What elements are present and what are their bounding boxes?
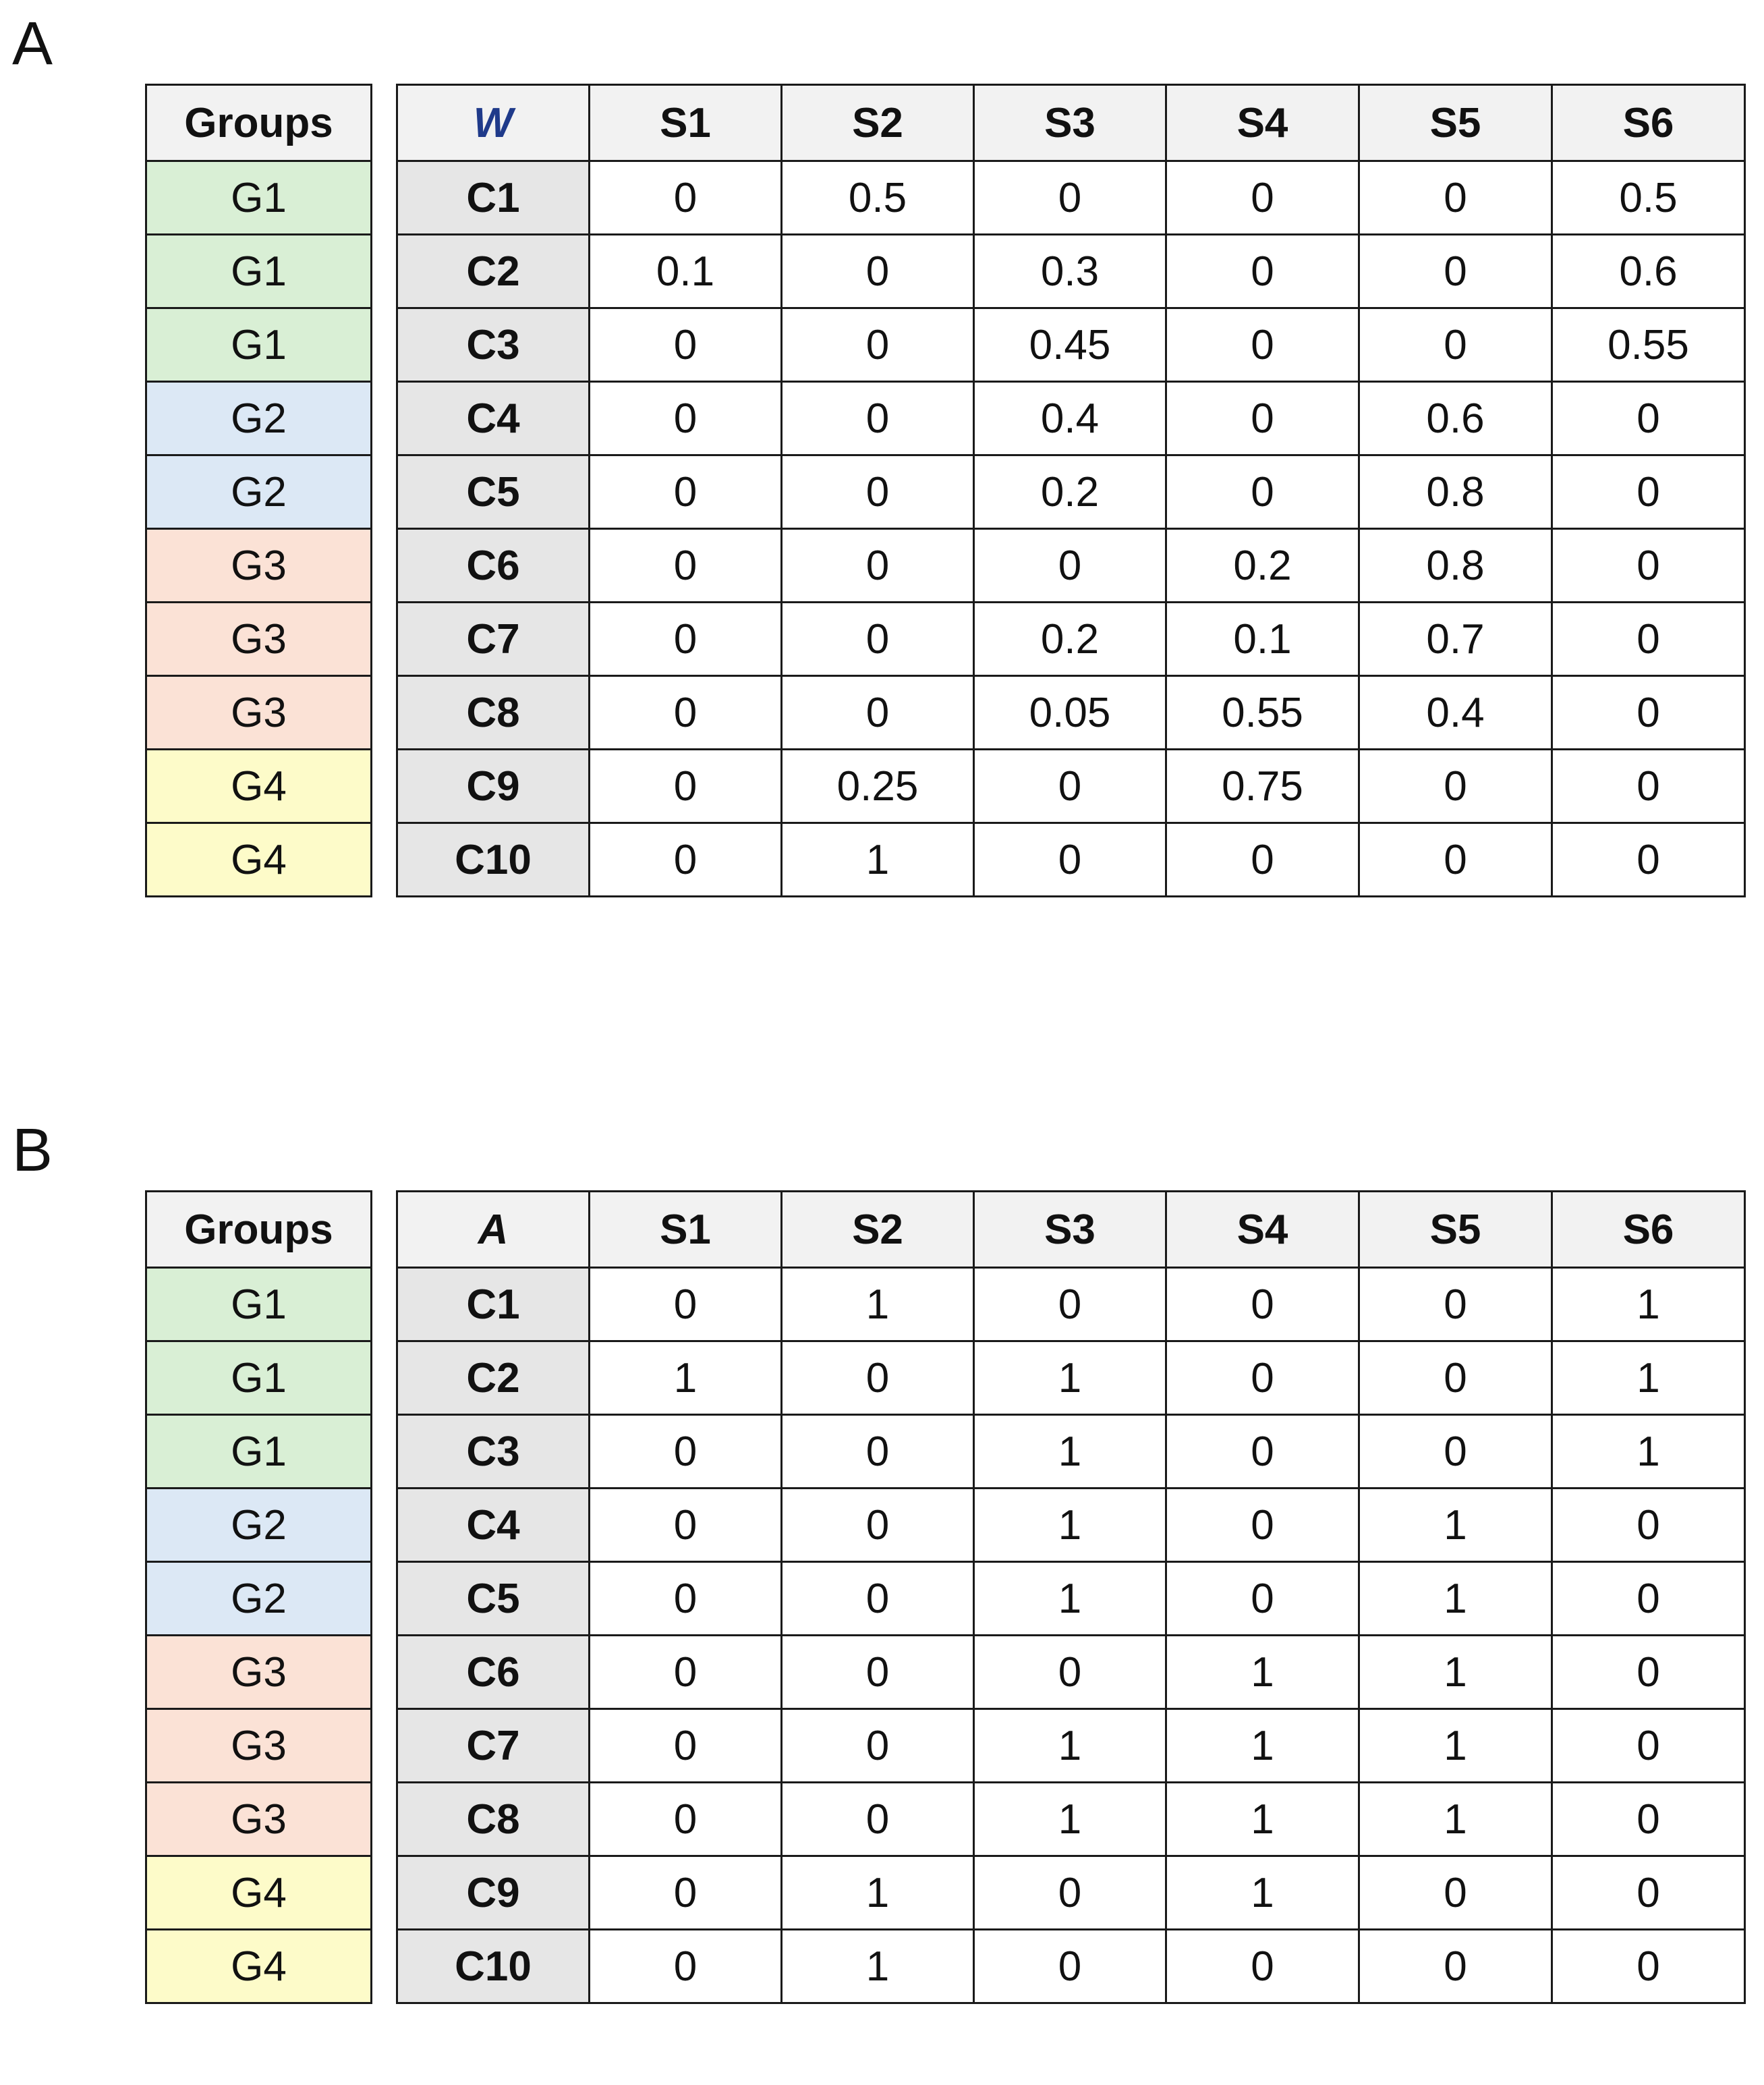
matrix-cell: 0 bbox=[974, 161, 1166, 235]
matrix-row bbox=[397, 308, 1745, 382]
matrix-row bbox=[397, 1341, 1745, 1415]
groups-body bbox=[146, 161, 372, 897]
group-cell: G2 bbox=[146, 455, 372, 529]
matrix-cell: 0.55 bbox=[1166, 676, 1359, 750]
matrix-cell: 0.2 bbox=[974, 455, 1166, 529]
matrix-cell: 1 bbox=[1359, 1562, 1552, 1636]
matrix-body bbox=[397, 161, 1745, 897]
matrix-row bbox=[397, 823, 1745, 897]
row-label: C1 bbox=[397, 1268, 590, 1341]
group-row bbox=[146, 1856, 372, 1930]
row-label: C10 bbox=[397, 1930, 590, 2003]
matrix-cell: 0 bbox=[1359, 823, 1552, 897]
group-cell: G1 bbox=[146, 1415, 372, 1489]
groups-body bbox=[146, 1268, 372, 2003]
matrix-cell: 0 bbox=[590, 750, 782, 823]
matrix-cell: 0.4 bbox=[974, 382, 1166, 455]
group-row bbox=[146, 235, 372, 308]
column-header: S2 bbox=[782, 1192, 974, 1268]
group-row bbox=[146, 676, 372, 750]
matrix-cell: 0 bbox=[1552, 823, 1745, 897]
matrix-cell: 0 bbox=[1166, 308, 1359, 382]
matrix-cell: 0 bbox=[782, 603, 974, 676]
matrix-cell: 1 bbox=[590, 1341, 782, 1415]
matrix-cell: 1 bbox=[1359, 1636, 1552, 1709]
column-header: S4 bbox=[1166, 1192, 1359, 1268]
matrix-row bbox=[397, 750, 1745, 823]
matrix-cell: 0 bbox=[1359, 750, 1552, 823]
group-cell: G3 bbox=[146, 1709, 372, 1783]
matrix-cell: 0 bbox=[1552, 1489, 1745, 1562]
adjacency-matrix-table bbox=[396, 1190, 1746, 2004]
row-label: C1 bbox=[397, 161, 590, 235]
row-label: C2 bbox=[397, 235, 590, 308]
group-cell: G1 bbox=[146, 235, 372, 308]
group-row bbox=[146, 1636, 372, 1709]
matrix-cell: 0 bbox=[1359, 308, 1552, 382]
group-row bbox=[146, 1489, 372, 1562]
matrix-cell: 0.8 bbox=[1359, 455, 1552, 529]
matrix-cell: 0 bbox=[782, 235, 974, 308]
matrix-cell: 1 bbox=[1552, 1415, 1745, 1489]
group-row bbox=[146, 750, 372, 823]
matrix-row bbox=[397, 455, 1745, 529]
matrix-cell: 0 bbox=[1552, 529, 1745, 603]
matrix-cell: 0.2 bbox=[974, 603, 1166, 676]
matrix-cell: 0.45 bbox=[974, 308, 1166, 382]
matrix-cell: 0 bbox=[1166, 823, 1359, 897]
group-cell: G1 bbox=[146, 161, 372, 235]
groups-table bbox=[145, 1190, 372, 2004]
matrix-cell: 0 bbox=[974, 1930, 1166, 2003]
groups-header: Groups bbox=[146, 85, 372, 161]
column-header: S2 bbox=[782, 85, 974, 161]
group-row bbox=[146, 382, 372, 455]
matrix-cell: 0.5 bbox=[1552, 161, 1745, 235]
matrix-cell: 0 bbox=[1359, 1341, 1552, 1415]
matrix-cell: 0.2 bbox=[1166, 529, 1359, 603]
matrix-cell: 0 bbox=[1359, 235, 1552, 308]
matrix-cell: 1 bbox=[974, 1489, 1166, 1562]
matrix-cell: 0 bbox=[1552, 455, 1745, 529]
matrix-row bbox=[397, 1783, 1745, 1856]
matrix-cell: 0 bbox=[590, 1930, 782, 2003]
matrix-cell: 0 bbox=[590, 529, 782, 603]
matrix-cell: 0.55 bbox=[1552, 308, 1745, 382]
panel-b bbox=[0, 1107, 1764, 2085]
row-label: C2 bbox=[397, 1341, 590, 1415]
matrix-cell: 1 bbox=[1359, 1489, 1552, 1562]
matrix-cell: 0 bbox=[590, 382, 782, 455]
matrix-cell: 0 bbox=[782, 1636, 974, 1709]
matrix-cell: 0 bbox=[590, 1709, 782, 1783]
matrix-cell: 0 bbox=[590, 161, 782, 235]
matrix-cell: 0.6 bbox=[1359, 382, 1552, 455]
row-label: C9 bbox=[397, 750, 590, 823]
group-row bbox=[146, 1562, 372, 1636]
group-row bbox=[146, 1268, 372, 1341]
matrix-cell: 1 bbox=[1166, 1783, 1359, 1856]
matrix-cell: 0 bbox=[782, 382, 974, 455]
matrix-cell: 0 bbox=[782, 1341, 974, 1415]
matrix-cell: 0 bbox=[590, 455, 782, 529]
matrix-cell: 0 bbox=[782, 1562, 974, 1636]
matrix-cell: 1 bbox=[974, 1709, 1166, 1783]
panel-a bbox=[0, 0, 1764, 978]
matrix-cell: 0 bbox=[974, 823, 1166, 897]
matrix-body bbox=[397, 1268, 1745, 2003]
matrix-cell: 0 bbox=[1552, 1783, 1745, 1856]
matrix-row bbox=[397, 603, 1745, 676]
matrix-row bbox=[397, 1930, 1745, 2003]
matrix-cell: 0 bbox=[1552, 676, 1745, 750]
group-row bbox=[146, 1709, 372, 1783]
matrix-cell: 0 bbox=[974, 1856, 1166, 1930]
column-header: S6 bbox=[1552, 1192, 1745, 1268]
matrix-cell: 0 bbox=[1552, 603, 1745, 676]
group-cell: G1 bbox=[146, 1268, 372, 1341]
matrix-cell: 1 bbox=[1166, 1856, 1359, 1930]
matrix-cell: 0 bbox=[782, 1709, 974, 1783]
matrix-cell: 1 bbox=[974, 1415, 1166, 1489]
matrix-row bbox=[397, 1636, 1745, 1709]
matrix-cell: 0 bbox=[1359, 161, 1552, 235]
column-header: S6 bbox=[1552, 85, 1745, 161]
matrix-cell: 1 bbox=[782, 1268, 974, 1341]
matrix-cell: 0 bbox=[1552, 750, 1745, 823]
matrix-cell: 0 bbox=[1552, 1856, 1745, 1930]
group-cell: G3 bbox=[146, 1636, 372, 1709]
matrix-cell: 0 bbox=[1552, 1930, 1745, 2003]
column-header: S5 bbox=[1359, 85, 1552, 161]
matrix-cell: 0 bbox=[782, 455, 974, 529]
matrix-cell: 0 bbox=[1552, 1709, 1745, 1783]
row-label: C6 bbox=[397, 529, 590, 603]
matrix-row bbox=[397, 1709, 1745, 1783]
row-label: C4 bbox=[397, 382, 590, 455]
matrix-cell: 0 bbox=[1166, 1415, 1359, 1489]
matrix-cell: 0 bbox=[590, 823, 782, 897]
matrix-row bbox=[397, 1268, 1745, 1341]
matrix-cell: 1 bbox=[1359, 1709, 1552, 1783]
matrix-cell: 0 bbox=[590, 1268, 782, 1341]
matrix-cell: 0 bbox=[590, 1636, 782, 1709]
matrix-symbol: A bbox=[397, 1192, 590, 1268]
matrix-cell: 0 bbox=[782, 1489, 974, 1562]
matrix-row bbox=[397, 1856, 1745, 1930]
matrix-cell: 0.6 bbox=[1552, 235, 1745, 308]
matrix-cell: 0 bbox=[1166, 161, 1359, 235]
group-row bbox=[146, 1341, 372, 1415]
matrix-cell: 0 bbox=[1552, 1636, 1745, 1709]
matrix-cell: 0.3 bbox=[974, 235, 1166, 308]
matrix-cell: 0 bbox=[590, 1415, 782, 1489]
column-header: S5 bbox=[1359, 1192, 1552, 1268]
matrix-cell: 0 bbox=[782, 308, 974, 382]
matrix-cell: 0 bbox=[1166, 455, 1359, 529]
group-cell: G3 bbox=[146, 1783, 372, 1856]
group-row bbox=[146, 823, 372, 897]
matrix-header-row bbox=[397, 1192, 1745, 1268]
matrix-cell: 0 bbox=[1359, 1856, 1552, 1930]
groups-table bbox=[145, 84, 372, 897]
matrix-cell: 0 bbox=[1359, 1268, 1552, 1341]
row-label: C5 bbox=[397, 1562, 590, 1636]
matrix-row bbox=[397, 529, 1745, 603]
matrix-cell: 0 bbox=[590, 1489, 782, 1562]
group-cell: G4 bbox=[146, 823, 372, 897]
matrix-cell: 0.25 bbox=[782, 750, 974, 823]
matrix-row bbox=[397, 235, 1745, 308]
group-cell: G1 bbox=[146, 308, 372, 382]
matrix-cell: 0 bbox=[590, 676, 782, 750]
column-header: S3 bbox=[974, 1192, 1166, 1268]
matrix-cell: 0 bbox=[1166, 382, 1359, 455]
matrix-cell: 0 bbox=[1166, 235, 1359, 308]
group-cell: G3 bbox=[146, 676, 372, 750]
matrix-cell: 0.75 bbox=[1166, 750, 1359, 823]
matrix-row bbox=[397, 1415, 1745, 1489]
matrix-cell: 0 bbox=[1166, 1562, 1359, 1636]
matrix-cell: 0.4 bbox=[1359, 676, 1552, 750]
matrix-cell: 0 bbox=[782, 1415, 974, 1489]
matrix-cell: 0.1 bbox=[590, 235, 782, 308]
matrix-cell: 0 bbox=[782, 529, 974, 603]
matrix-cell: 0 bbox=[782, 676, 974, 750]
row-label: C6 bbox=[397, 1636, 590, 1709]
matrix-row bbox=[397, 382, 1745, 455]
matrix-cell: 0 bbox=[590, 1783, 782, 1856]
row-label: C5 bbox=[397, 455, 590, 529]
matrix-cell: 1 bbox=[782, 823, 974, 897]
matrix-cell: 0.1 bbox=[1166, 603, 1359, 676]
matrix-cell: 0 bbox=[1552, 382, 1745, 455]
matrix-header-row bbox=[397, 85, 1745, 161]
panel-label: A bbox=[12, 10, 53, 78]
matrix-cell: 0.7 bbox=[1359, 603, 1552, 676]
matrix-row bbox=[397, 161, 1745, 235]
group-cell: G3 bbox=[146, 529, 372, 603]
matrix-cell: 0.8 bbox=[1359, 529, 1552, 603]
group-cell: G2 bbox=[146, 382, 372, 455]
matrix-cell: 0 bbox=[782, 1783, 974, 1856]
group-cell: G4 bbox=[146, 750, 372, 823]
group-row bbox=[146, 161, 372, 235]
matrix-cell: 0 bbox=[1166, 1341, 1359, 1415]
matrix-cell: 0 bbox=[974, 1636, 1166, 1709]
matrix-cell: 0 bbox=[1359, 1415, 1552, 1489]
matrix-cell: 0 bbox=[1359, 1930, 1552, 2003]
matrix-cell: 1 bbox=[1552, 1268, 1745, 1341]
matrix-cell: 0.5 bbox=[782, 161, 974, 235]
group-cell: G4 bbox=[146, 1856, 372, 1930]
row-label: C7 bbox=[397, 603, 590, 676]
matrix-cell: 0 bbox=[590, 603, 782, 676]
row-label: C10 bbox=[397, 823, 590, 897]
row-label: C4 bbox=[397, 1489, 590, 1562]
column-header: S1 bbox=[590, 1192, 782, 1268]
group-row bbox=[146, 1415, 372, 1489]
row-label: C3 bbox=[397, 1415, 590, 1489]
matrix-row bbox=[397, 1562, 1745, 1636]
group-row bbox=[146, 603, 372, 676]
matrix-cell: 1 bbox=[1359, 1783, 1552, 1856]
matrix-cell: 0 bbox=[1166, 1268, 1359, 1341]
matrix-cell: 1 bbox=[782, 1856, 974, 1930]
group-cell: G2 bbox=[146, 1562, 372, 1636]
group-row bbox=[146, 1930, 372, 2003]
matrix-cell: 1 bbox=[1166, 1636, 1359, 1709]
group-cell: G4 bbox=[146, 1930, 372, 2003]
matrix-cell: 0 bbox=[974, 750, 1166, 823]
matrix-cell: 0 bbox=[1166, 1489, 1359, 1562]
group-cell: G3 bbox=[146, 603, 372, 676]
matrix-cell: 1 bbox=[974, 1783, 1166, 1856]
matrix-cell: 0 bbox=[590, 308, 782, 382]
row-label: C8 bbox=[397, 676, 590, 750]
column-header: S3 bbox=[974, 85, 1166, 161]
group-row bbox=[146, 529, 372, 603]
row-label: C7 bbox=[397, 1709, 590, 1783]
group-row bbox=[146, 308, 372, 382]
matrix-cell: 0 bbox=[1552, 1562, 1745, 1636]
panel-label: B bbox=[12, 1117, 53, 1184]
matrix-cell: 1 bbox=[974, 1562, 1166, 1636]
row-label: C9 bbox=[397, 1856, 590, 1930]
group-cell: G2 bbox=[146, 1489, 372, 1562]
matrix-cell: 1 bbox=[782, 1930, 974, 2003]
group-row bbox=[146, 1783, 372, 1856]
matrix-cell: 0 bbox=[590, 1562, 782, 1636]
group-cell: G1 bbox=[146, 1341, 372, 1415]
matrix-cell: 0 bbox=[974, 529, 1166, 603]
matrix-cell: 0.05 bbox=[974, 676, 1166, 750]
matrix-cell: 0 bbox=[590, 1856, 782, 1930]
matrix-cell: 1 bbox=[1166, 1709, 1359, 1783]
matrix-row bbox=[397, 676, 1745, 750]
matrix-cell: 0 bbox=[974, 1268, 1166, 1341]
weight-matrix-table bbox=[396, 84, 1746, 897]
row-label: C8 bbox=[397, 1783, 590, 1856]
matrix-symbol: W bbox=[397, 85, 590, 161]
matrix-cell: 1 bbox=[974, 1341, 1166, 1415]
groups-header: Groups bbox=[146, 1192, 372, 1268]
matrix-cell: 0 bbox=[1166, 1930, 1359, 2003]
matrix-cell: 1 bbox=[1552, 1341, 1745, 1415]
column-header: S1 bbox=[590, 85, 782, 161]
matrix-row bbox=[397, 1489, 1745, 1562]
column-header: S4 bbox=[1166, 85, 1359, 161]
group-row bbox=[146, 455, 372, 529]
row-label: C3 bbox=[397, 308, 590, 382]
